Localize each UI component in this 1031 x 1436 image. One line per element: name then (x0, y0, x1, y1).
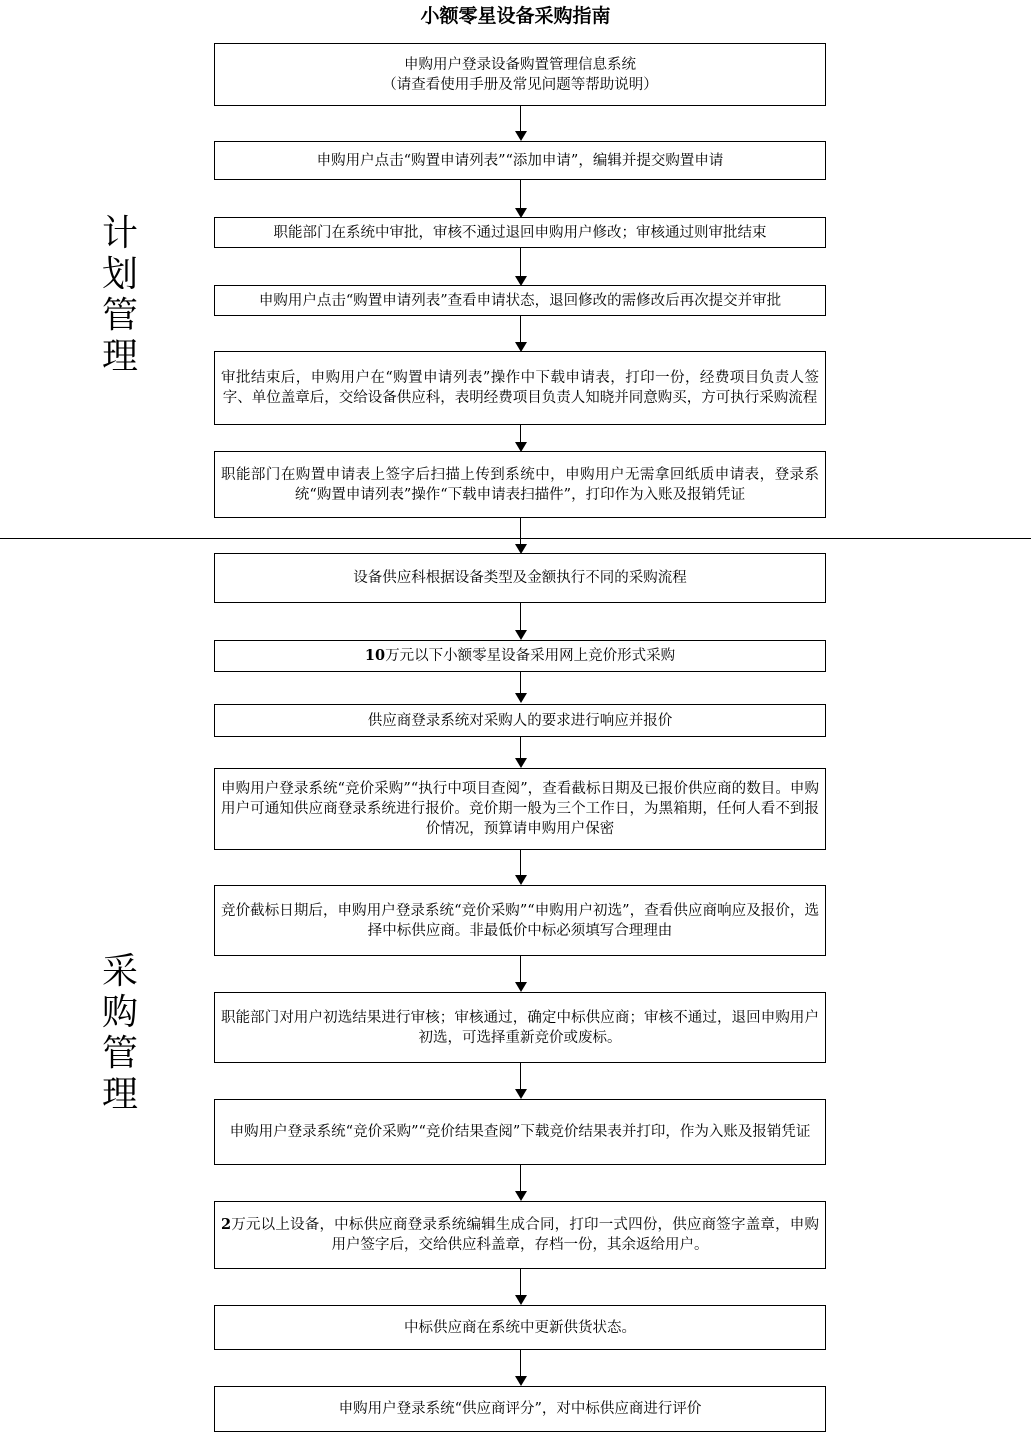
step-add-application (214, 141, 826, 180)
step-text: 职能部门在购置申请表上签字后扫描上传到系统中，申购用户无需拿回纸质申请表，登录系统“购置申请列表”操作“下载申请表扫描件”，打印作为入账及报销凭证 (221, 466, 819, 503)
arrow-down-icon (515, 1376, 527, 1386)
step-text: 申购用户登录系统“竞价采购”“竞价结果查阅”下载竞价结果表并打印，作为入账及报销凭证 (229, 1124, 811, 1140)
step-contract (214, 1201, 826, 1269)
step-department-approval (214, 217, 826, 248)
section-char: 采 (101, 951, 138, 992)
step-supplier-quote (214, 704, 826, 737)
arrow-down-icon (515, 758, 527, 768)
step-user-preselect (214, 885, 826, 956)
arrow-down-icon (515, 982, 527, 992)
arrow-down-icon (515, 630, 527, 640)
page-title: 小额零星设备采购指南 (420, 5, 611, 27)
section-char: 管 (101, 1033, 138, 1074)
step-text: 申购用户点击“购置申请列表”“添加申请”，编辑并提交购置申请 (316, 152, 724, 169)
step-online-bidding (214, 640, 826, 672)
connector-line (520, 180, 521, 209)
step-text: 职能部门在系统中审批，审核不通过退回申购用户修改；审核通过则审批结束 (273, 224, 767, 241)
step-text-rest: 万元以下小额零星设备采用网上竞价形式采购 (385, 648, 676, 664)
step-text: 设备供应科根据设备类型及金额执行不同的采购流程 (353, 570, 687, 586)
section-char: 计 (101, 213, 138, 254)
section-char: 划 (101, 254, 138, 295)
connector-line (520, 850, 521, 876)
step-text (221, 1215, 819, 1255)
connector-line (520, 603, 521, 631)
step-scan-upload (214, 451, 826, 518)
step-text: （请查看使用手册及常见问题等帮助说明） (382, 76, 658, 93)
step-text: 供应商登录系统对采购人的要求进行响应并报价 (367, 712, 673, 729)
section-label-plan (98, 213, 142, 377)
step-download-results (214, 1099, 826, 1165)
step-text: 审批结束后，申购用户在“购置申请列表”操作中下载申请表，打印一份，经费项目负责人签字、单位盖章后，交给设备供应科，表明经费项目负责人知晓并同意购买，方可执行采购流程 (221, 370, 819, 406)
arrow-down-icon (515, 1191, 527, 1201)
step-text-rest: 万元以上设备，中标供应商登录系统编辑生成合同，打印一式四份，供应商签字盖章，申购用户签字后，交给供应科盖章，存档一份，其余返给用户。 (231, 1217, 819, 1253)
connector-line (520, 1165, 521, 1192)
section-label-purchase (98, 951, 142, 1115)
step-text: 中标供应商在系统中更新供货状态。 (404, 1319, 636, 1336)
step-update-delivery (214, 1305, 826, 1350)
amount-bold: 2 (221, 1216, 232, 1233)
arrow-down-icon (515, 1295, 527, 1305)
section-char: 管 (101, 295, 138, 336)
step-text: 申购用户登录系统“竞价采购”“执行中项目查阅”，查看截标日期及已报价供应商的数目。申购用户可通知供应商登录系统进行报价。竞价期一般为三个工作日，为黑箱期，任何人看不到报价情况，预算请申购用户保密 (221, 781, 819, 837)
step-login-system (214, 43, 826, 106)
step-text: 申购用户登录系统“供应商评分”，对中标供应商进行评价 (338, 1401, 702, 1417)
section-divider (0, 538, 1031, 539)
step-text: 申购用户点击“购置申请列表”查看申请状态，退回修改的需修改后再次提交并审批 (258, 292, 782, 309)
connector-line (520, 956, 521, 983)
step-view-bidding (214, 768, 826, 850)
connector-line (520, 425, 521, 443)
connector-line (520, 1350, 521, 1377)
step-text (221, 646, 819, 666)
connector-line (520, 518, 521, 545)
step-download-form (214, 351, 826, 425)
connector-line (520, 316, 521, 343)
step-review-preselect (214, 992, 826, 1063)
connector-line (520, 672, 521, 694)
connector-line (520, 1063, 521, 1090)
step-text: 申购用户登录设备购置管理信息系统 (404, 56, 636, 73)
section-char: 理 (101, 1074, 138, 1115)
arrow-down-icon (515, 693, 527, 703)
step-supplier-rating (214, 1386, 826, 1432)
section-char: 购 (101, 992, 138, 1033)
amount-bold: 10 (364, 647, 386, 664)
step-procurement-process (214, 553, 826, 603)
section-char: 理 (101, 336, 138, 377)
connector-line (520, 106, 521, 132)
step-text: 竞价截标日期后，申购用户登录系统“竞价采购”“申购用户初选”，查看供应商响应及报价，选择中标供应商。非最低价中标必须填写合理理由 (221, 902, 819, 939)
connector-line (520, 1269, 521, 1296)
arrow-down-icon (515, 875, 527, 885)
arrow-down-icon (515, 1089, 527, 1099)
step-text: 职能部门对用户初选结果进行审核；审核通过，确定中标供应商；审核不通过，退回申购用户初选，可选择重新竞价或废标。 (221, 1009, 819, 1046)
arrow-down-icon (515, 131, 527, 141)
connector-line (520, 737, 521, 759)
step-check-status (214, 285, 826, 316)
connector-line (520, 248, 521, 277)
